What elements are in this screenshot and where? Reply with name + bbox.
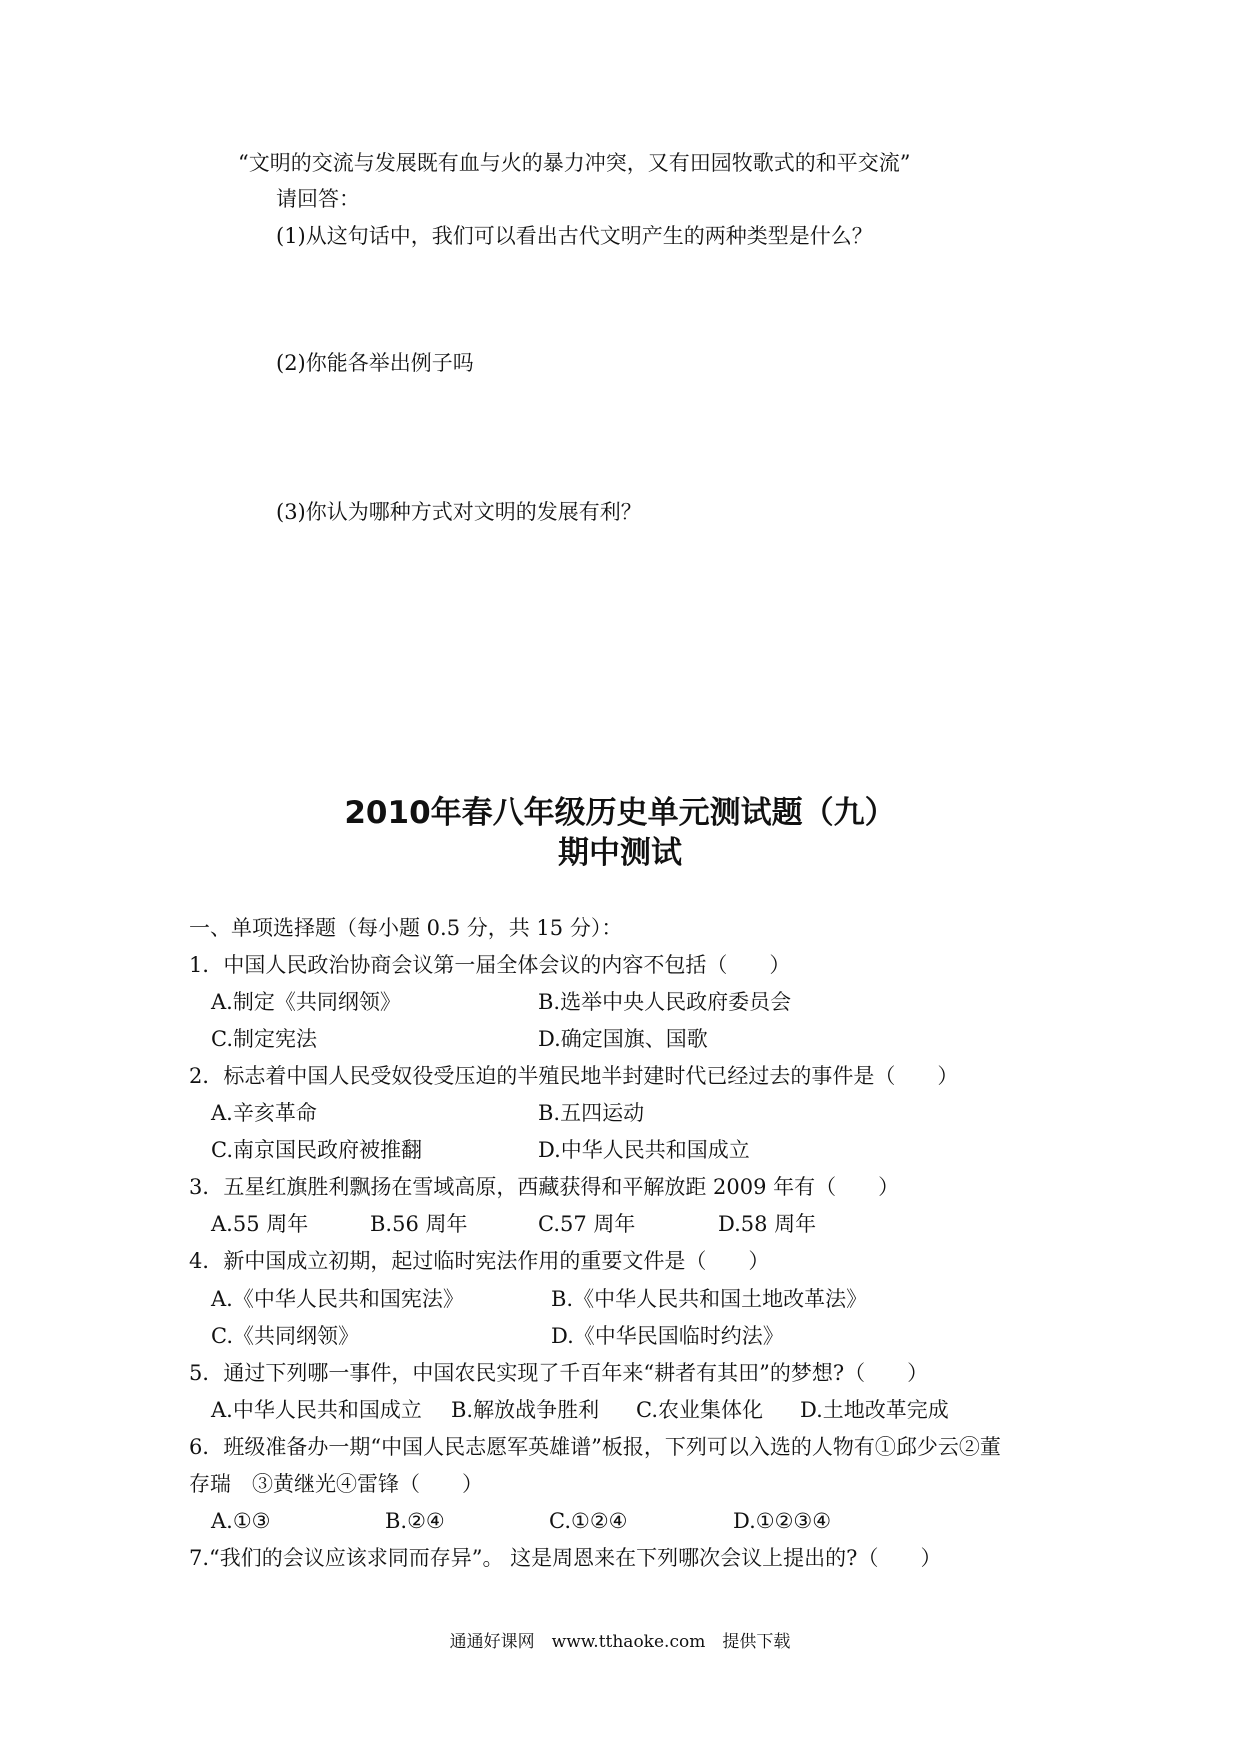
section-heading: 一、单项选择题（每小题 0.5 分，共 15 分）： <box>189 916 623 940</box>
q1-option-b: B.选举中央人民政府委员会 <box>538 990 792 1014</box>
intro-quote: “文明的交流与发展既有血与火的暴力冲突，又有田园牧歌式的和平交流” <box>238 151 911 175</box>
q3-option-d: D.58 周年 <box>718 1212 817 1236</box>
q1-option-d: D.确定国旗、国歌 <box>538 1027 708 1051</box>
q6-option-b: B.②④ <box>385 1509 445 1533</box>
q2-option-a: A.辛亥革命 <box>211 1101 317 1125</box>
q2-option-d: D.中华人民共和国成立 <box>538 1138 750 1162</box>
q5-option-c: C.农业集体化 <box>636 1398 763 1422</box>
q6-option-a: A.①③ <box>211 1509 271 1533</box>
question-7: 7.“我们的会议应该求同而存异”。 这是周恩来在下列哪次会议上提出的?（ ） <box>189 1546 942 1570</box>
q3-option-a: A.55 周年 <box>211 1212 309 1236</box>
page-subtitle: 期中测试 <box>558 835 682 871</box>
q3-option-b: B.56 周年 <box>370 1212 468 1236</box>
q4-option-d: D.《中华民国临时约法》 <box>551 1324 784 1348</box>
question-1: 1．中国人民政治协商会议第一届全体会议的内容不包括（ ） <box>189 953 791 977</box>
q4-option-a: A.《中华人民共和国宪法》 <box>211 1287 464 1311</box>
q5-option-b: B.解放战争胜利 <box>451 1398 600 1422</box>
q5-option-a: A.中华人民共和国成立 <box>211 1398 422 1422</box>
q6-option-d: D.①②③④ <box>733 1509 832 1533</box>
q2-option-c: C.南京国民政府被推翻 <box>211 1138 422 1162</box>
footer-credit[interactable]: 通通好课网 www.tthaoke.com 提供下载 <box>449 1632 791 1652</box>
intro-question-2: (2)你能各举出例子吗 <box>276 351 474 375</box>
question-5: 5．通过下列哪一事件，中国农民实现了千百年来“耕者有其田”的梦想?（ ） <box>189 1361 929 1385</box>
q3-option-c: C.57 周年 <box>538 1212 636 1236</box>
q1-option-a: A.制定《共同纲领》 <box>211 990 401 1014</box>
question-3: 3．五星红旗胜利飘扬在雪域高原，西藏获得和平解放距 2009 年有（ ） <box>189 1175 900 1199</box>
q4-option-b: B.《中华人民共和国土地改革法》 <box>551 1287 868 1311</box>
q5-option-d: D.土地改革完成 <box>800 1398 949 1422</box>
question-6-line-1: 6．班级准备办一期“中国人民志愿军英雄谱”板报，下列可以入选的人物有①邱少云②董 <box>189 1435 1001 1459</box>
question-4: 4．新中国成立初期，起过临时宪法作用的重要文件是（ ） <box>189 1249 770 1273</box>
q6-option-c: C.①②④ <box>549 1509 628 1533</box>
page-title: 2010年春八年级历史单元测试题（九） <box>344 795 896 831</box>
q2-option-b: B.五四运动 <box>538 1101 645 1125</box>
intro-prompt: 请回答： <box>276 187 360 211</box>
q4-option-c: C.《共同纲领》 <box>211 1324 359 1348</box>
question-6-line-2: 存瑞 ③黄继光④雷锋（ ） <box>189 1472 483 1496</box>
intro-question-1: (1)从这句话中，我们可以看出古代文明产生的两种类型是什么？ <box>276 224 873 248</box>
q1-option-c: C.制定宪法 <box>211 1027 317 1051</box>
intro-question-3: (3)你认为哪种方式对文明的发展有利？ <box>276 500 642 524</box>
question-2: 2．标志着中国人民受奴役受压迫的半殖民地半封建时代已经过去的事件是（ ） <box>189 1064 959 1088</box>
